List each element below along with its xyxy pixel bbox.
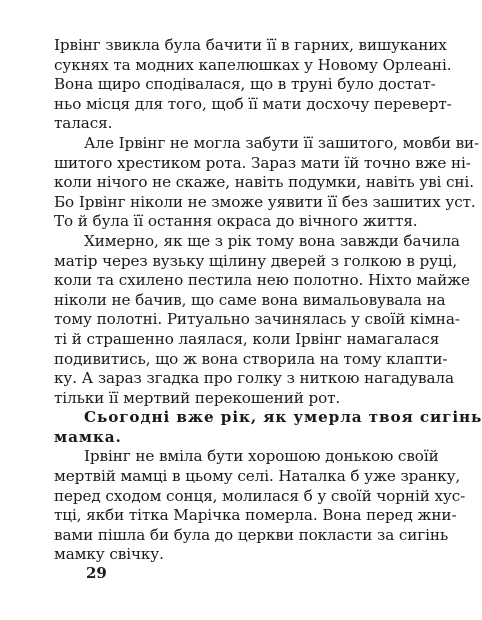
text-line: шитого хрестиком рота. Зараз мати їй точно вже ні- bbox=[54, 153, 471, 172]
text-line: коли та схилено пестила нею полотно. Ніхто майже bbox=[54, 271, 470, 290]
text-line: ніколи не бачив, що саме вона вимальовувала на bbox=[54, 290, 446, 309]
text-line: сукнях та модних капелюшках у Новому Орлеані. bbox=[54, 55, 452, 74]
text-line: ньо місця для того, щоб її мати досхочу переверт- bbox=[54, 94, 452, 113]
text-line: тці, якби тітка Марічка померла. Вона перед жни- bbox=[54, 506, 457, 525]
paragraph-start-line: Химерно, як ще з рік тому вона завжди бачила bbox=[84, 231, 460, 250]
text-line: тільки її мертвий перекошений рот. bbox=[54, 388, 341, 407]
text-line: матір через вузьку щілину дверей з голкою в руці, bbox=[54, 251, 458, 270]
text-line: То й була її остання окраса до вічного життя. bbox=[54, 212, 418, 231]
paragraph-start-line: Ірвінг не вміла бути хорошою донькою своїй bbox=[84, 447, 439, 466]
text-line: ті й страшенно лаялася, коли Ірвінг намагалася bbox=[54, 329, 440, 348]
text-line: Ірвінг звикла була бачити її в гарних, вишуканих bbox=[54, 36, 447, 54]
text-line: Вона щиро сподівалася, що в труні було достат- bbox=[54, 75, 436, 94]
text-line: талася. bbox=[54, 114, 113, 133]
text-line: ку. А зараз згадка про голку з ниткою нагадувала bbox=[54, 369, 454, 388]
text-line: подивитись, що ж вона створила на тому клапти- bbox=[54, 349, 448, 368]
text-line: мертвій мамці в цьому селі. Наталка б уже зранку, bbox=[54, 467, 461, 486]
page-number: 29 bbox=[86, 564, 107, 582]
text-line: Бо Ірвінг ніколи не зможе уявити її без зашитих уст. bbox=[54, 192, 476, 211]
text-line: вами пішла би була до церкви покласти за сигінь bbox=[54, 525, 449, 544]
text-line: перед сходом сонця, молилася б у своїй чорній хус- bbox=[54, 486, 466, 505]
text-line: коли нічого не скаже, навіть подумки, навіть уві сні. bbox=[54, 173, 474, 192]
text-line: мамку свічку. bbox=[54, 545, 164, 564]
bold-line: Сьогодні вже рік, як умерла твоя сигінь bbox=[84, 408, 482, 427]
page-body-text bbox=[54, 36, 482, 565]
paragraph-start-line: Але Ірвінг не могла забути її зашитого, мовби ви- bbox=[84, 133, 480, 152]
bold-line: мамка. bbox=[54, 427, 122, 446]
text-line: тому полотні. Ритуально зачинялась у своїй кімна- bbox=[54, 310, 460, 329]
